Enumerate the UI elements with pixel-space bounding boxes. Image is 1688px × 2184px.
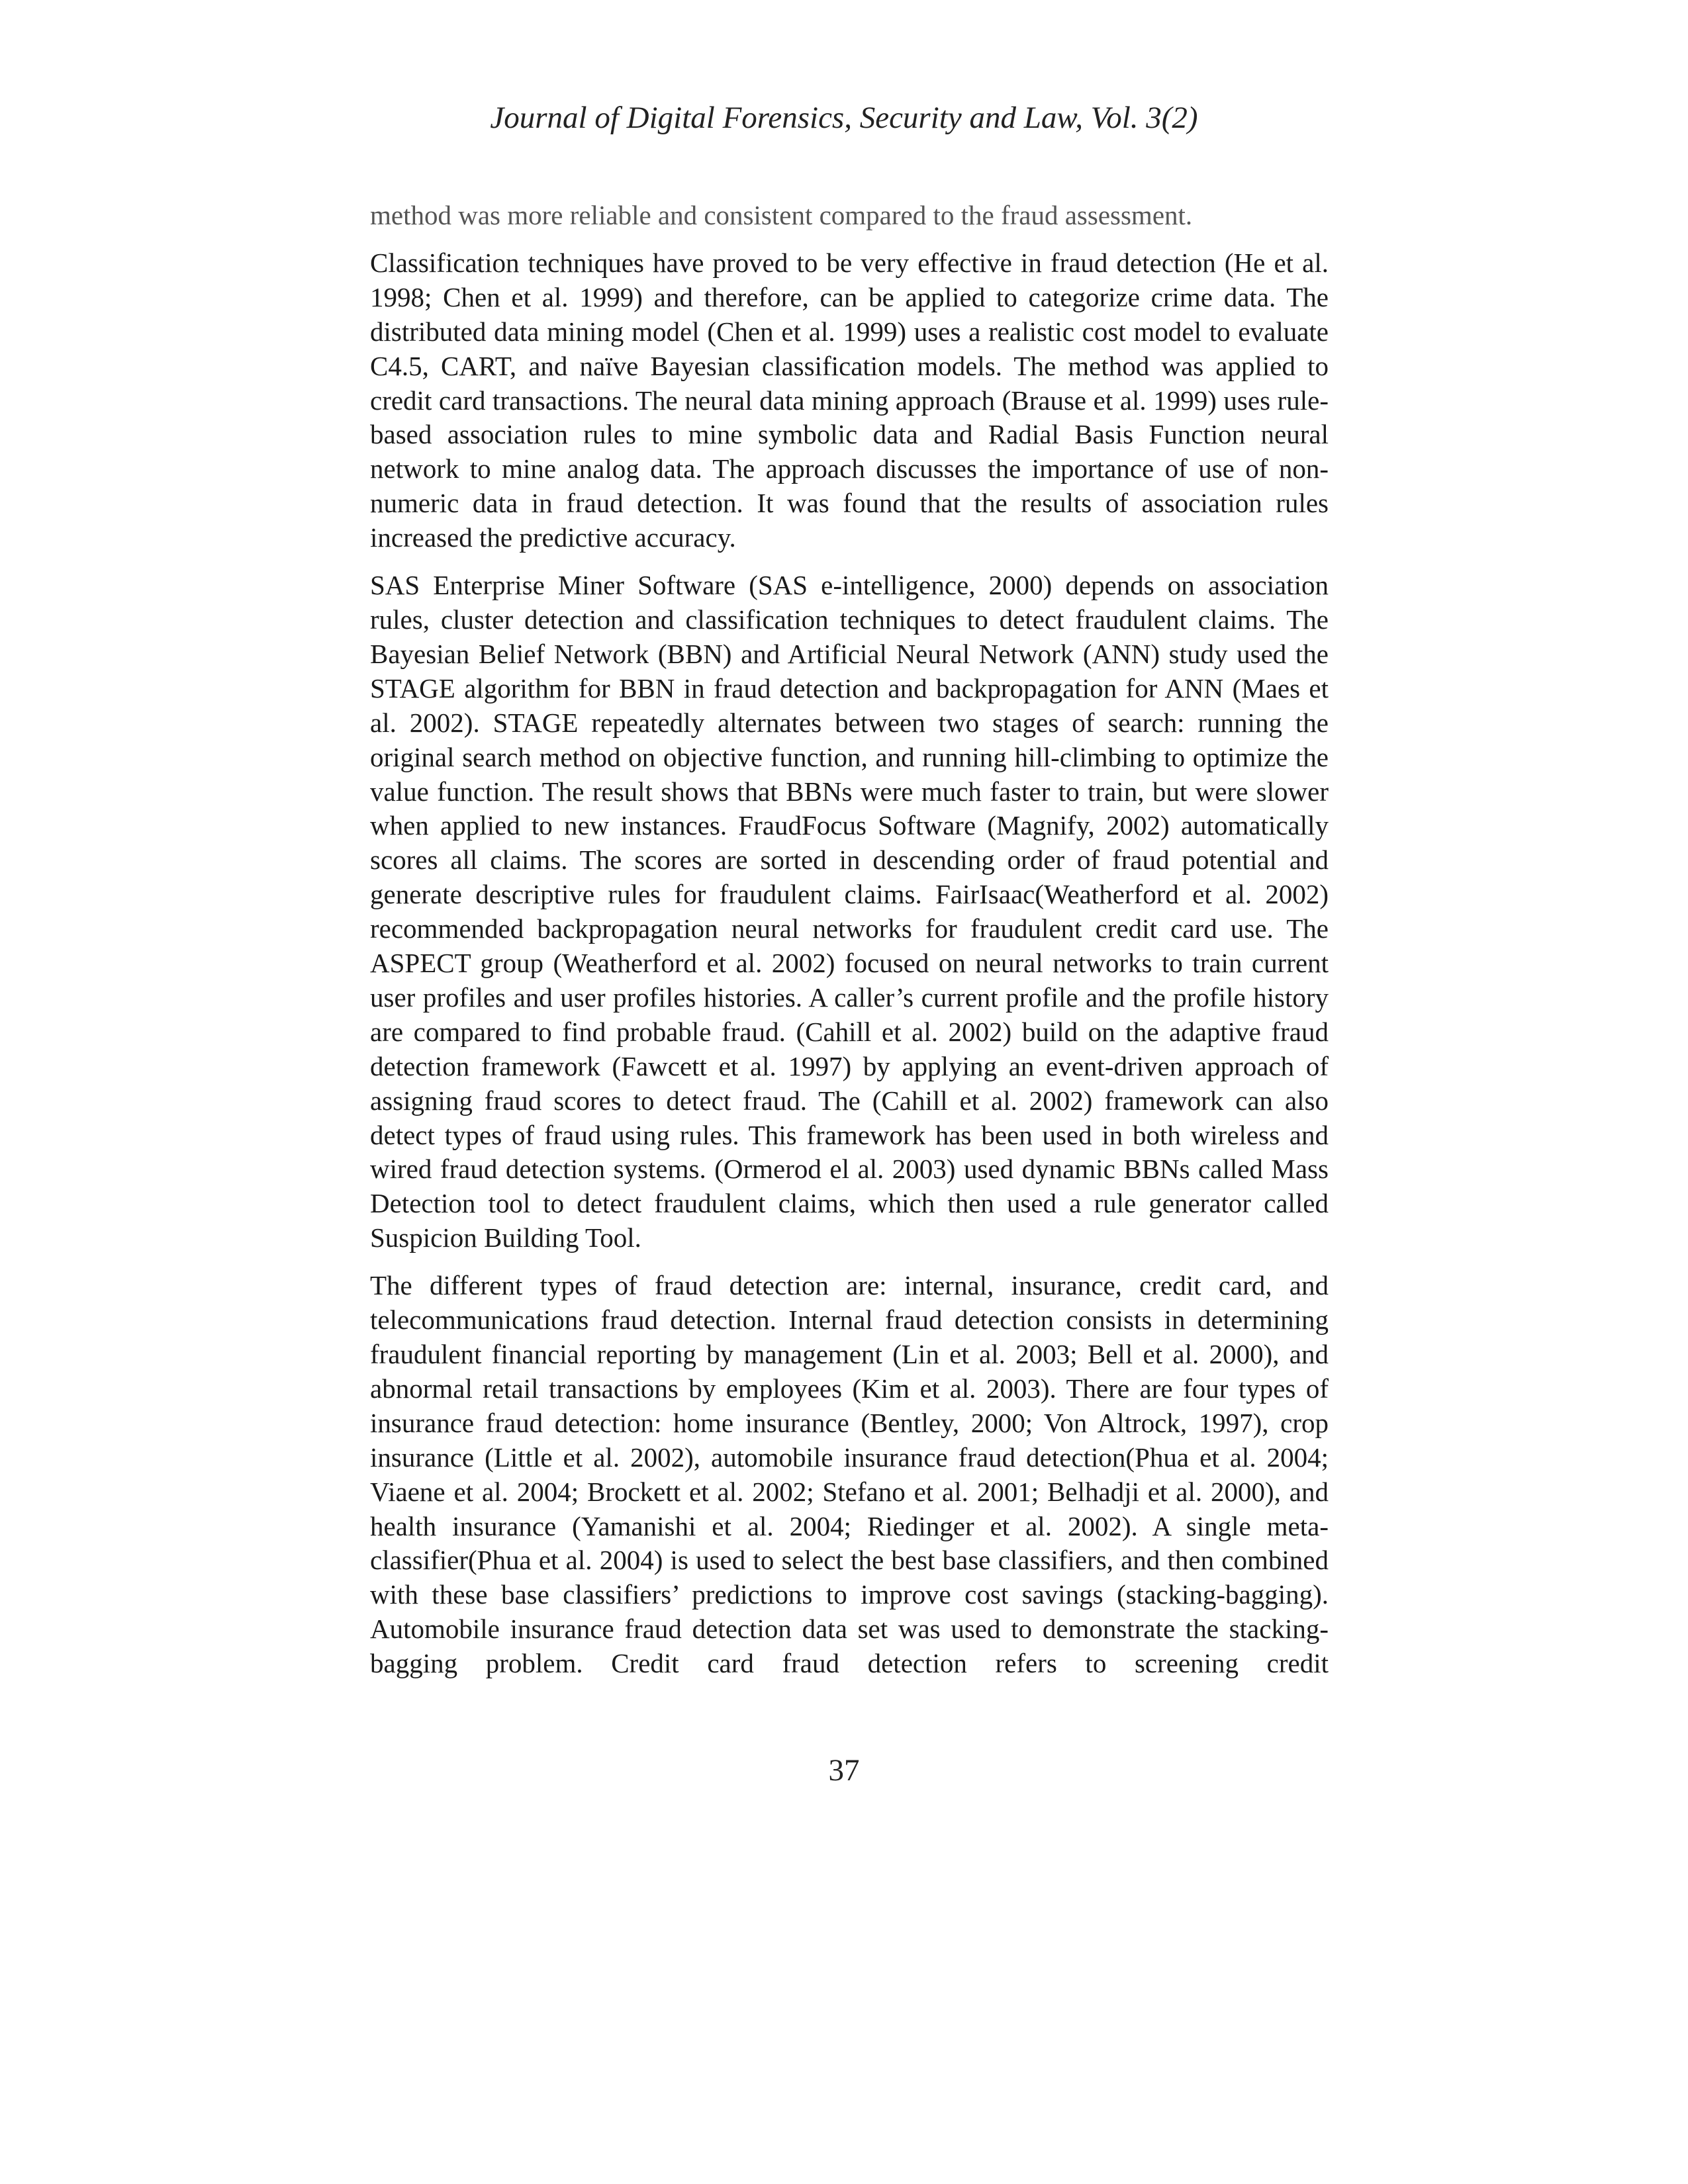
- paragraph-sas-enterprise-miner: SAS Enterprise Miner Software (SAS e-intelligence, 2000) depends on association rules, cluster detection and classification techniques to detect fraudulent claims. The Bayesian Belief Network (BBN) and Artificial Neural Network (ANN) study used the STAGE algorithm for BBN in fraud detection and backpropagation for ANN (Maes et al. 2002). STAGE repeatedly alternates between two stages of search: running the original search method on objective function, and running hill-climbing to optimize the value function. The result shows that BBNs were much faster to train, but were slower when applied to new instances. FraudFocus Software (Magnify, 2002) automatically scores all claims. The scores are sorted in descending order of fraud potential and generate descriptive rules for fraudulent claims. FairIsaac(Weatherford et al. 2002) recommended backpropagation neural networks for fraudulent credit card use. The ASPECT group (Weatherford et al. 2002) focused on neural networks to train current user profiles and user profiles histories. A caller’s current profile and the profile history are compared to find probable fraud. (Cahill et al. 2002) build on the adaptive fraud detection framework (Fawcett et al. 1997) by applying an event-driven approach of assigning fraud scores to detect fraud. The (Cahill et al. 2002) framework can also detect types of fraud using rules. This framework has been used in both wireless and wired fraud detection systems. (Ormerod el al. 2003) used dynamic BBNs called Mass Detection tool to detect fraudulent claims, which then used a rule generator called Suspicion Building Tool.: [370, 570, 1329, 1253]
- paragraph-continuation: method was more reliable and consistent compared to the fraud assessment.: [370, 200, 1193, 230]
- running-header: Journal of Digital Forensics, Security and Law, Vol. 3(2): [490, 101, 1198, 135]
- paragraph-classification-techniques: Classification techniques have proved to be very effective in fraud detection (He et al. 1998; Chen et al. 1999) and therefore, can be applied to categorize crime data. The distributed data mining model (Chen et al. 1999) uses a realistic cost model to evaluate C4.5, CART, and naïve Bayesian classification models. The method was applied to credit card transactions. The neural data mining approach (Brause et al. 1999) uses rule-based association rules to mine symbolic data and Radial Basis Function neural network to mine analog data. The approach discusses the importance of use of non-numeric data in fraud detection. It was found that the results of association rules increased the predictive accuracy.: [370, 247, 1329, 553]
- article-body: [370, 199, 1329, 1694]
- paragraph-fraud-detection-types: The different types of fraud detection are: internal, insurance, credit card, and telecommunications fraud detection. Internal fraud detection consists in determining fraudulent financial reporting by management (Lin et al. 2003; Bell et al. 2000), and abnormal retail transactions by employees (Kim et al. 2003). There are four types of insurance fraud detection: home insurance (Bentley, 2000; Von Altrock, 1997), crop insurance (Little et al. 2002), automobile insurance fraud detection(Phua et al. 2004; Viaene et al. 2004; Brockett et al. 2002; Stefano et al. 2001; Belhadji et al. 2000), and health insurance (Yamanishi et al. 2004; Riedinger et al. 2002). A single meta-classifier(Phua et al. 2004) is used to select the best base classifiers, and then combined with these base classifiers’ predictions to improve cost savings (stacking-bagging). Automobile insurance fraud detection data set was used to demonstrate the stacking-bagging problem. Credit card fraud detection refers to screening credit: [370, 1270, 1329, 1679]
- page-number: 37: [828, 1753, 860, 1788]
